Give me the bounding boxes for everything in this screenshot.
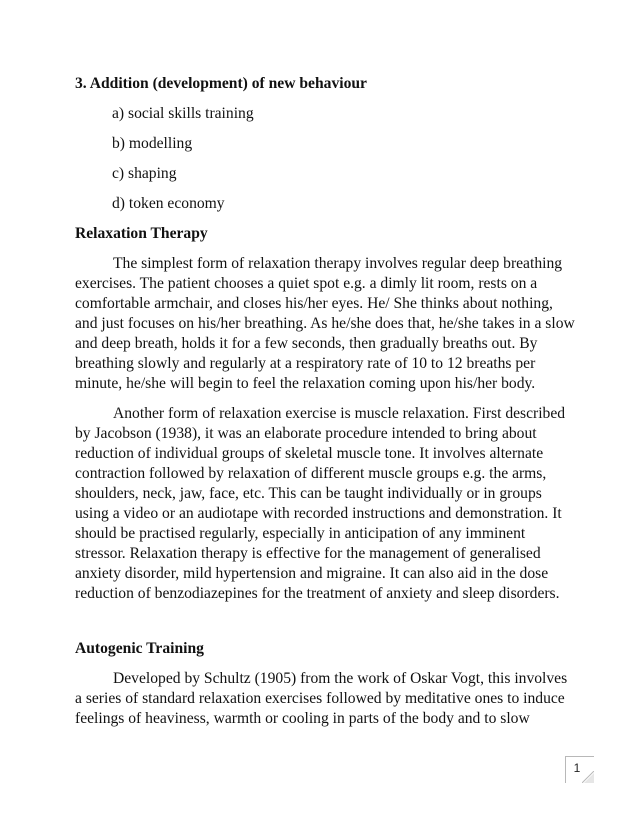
paragraph-breathing: The simplest form of relaxation therapy involves regular deep breathing exercises. The patient chooses a quiet spot e.g. a dimly lit room, rests on a comfortable armchair, and closes his/her eyes. He/ She thinks about nothing, and just focuses on his/her breathing. As he/she does that, he/she takes in a slow and deep breath, holds it for a few seconds, then gradually breaths out. By breathing slowly and regularly at a respiratory rate of 10 to 12 breaths per minute, he/she will begin to feel the relaxation coming upon his/her body. <box>75 255 575 392</box>
paragraph-muscle-relaxation: Another form of relaxation exercise is muscle relaxation. First described by Jacobson (1938), it was an elaborate procedure intended to bring about reduction of individual groups of skeletal muscle tone. It involves alternate contraction followed by relaxation of different muscle groups e.g. the arms, shoulders, neck, jaw, face, etc. This can be taught individually or in groups using a video or an audiotape with recorded instructions and demonstration. It should be practised regularly, especially in anticipation of any imminent stressor. Relaxation therapy is effective for the management of generalised anxiety disorder, mild hypertension and migraine. It can also aid in the dose reduction of benzodiazepines for the treatment of anxiety and sleep disorders. <box>75 405 566 602</box>
list-item: c) shaping <box>112 165 177 182</box>
page-number-box <box>565 756 594 783</box>
document-body <box>75 74 575 739</box>
behaviour-list <box>75 104 575 214</box>
page-number: 1 <box>573 761 581 775</box>
section-heading-relaxation: Relaxation Therapy <box>75 225 208 242</box>
list-item: a) social skills training <box>112 105 254 122</box>
list-item: b) modelling <box>112 135 193 152</box>
section-heading-addition: 3. Addition (development) of new behaviour <box>75 75 367 92</box>
list-item: d) token economy <box>112 195 225 212</box>
page-curl-icon <box>582 771 594 783</box>
section-spacer <box>75 614 575 639</box>
section-heading-autogenic: Autogenic Training <box>75 640 204 657</box>
paragraph-autogenic: Developed by Schultz (1905) from the work of Oskar Vogt, this involves a series of standard relaxation exercises followed by meditative ones to induce feelings of heaviness, warmth or cooling in parts of the body and to slow <box>75 670 568 727</box>
